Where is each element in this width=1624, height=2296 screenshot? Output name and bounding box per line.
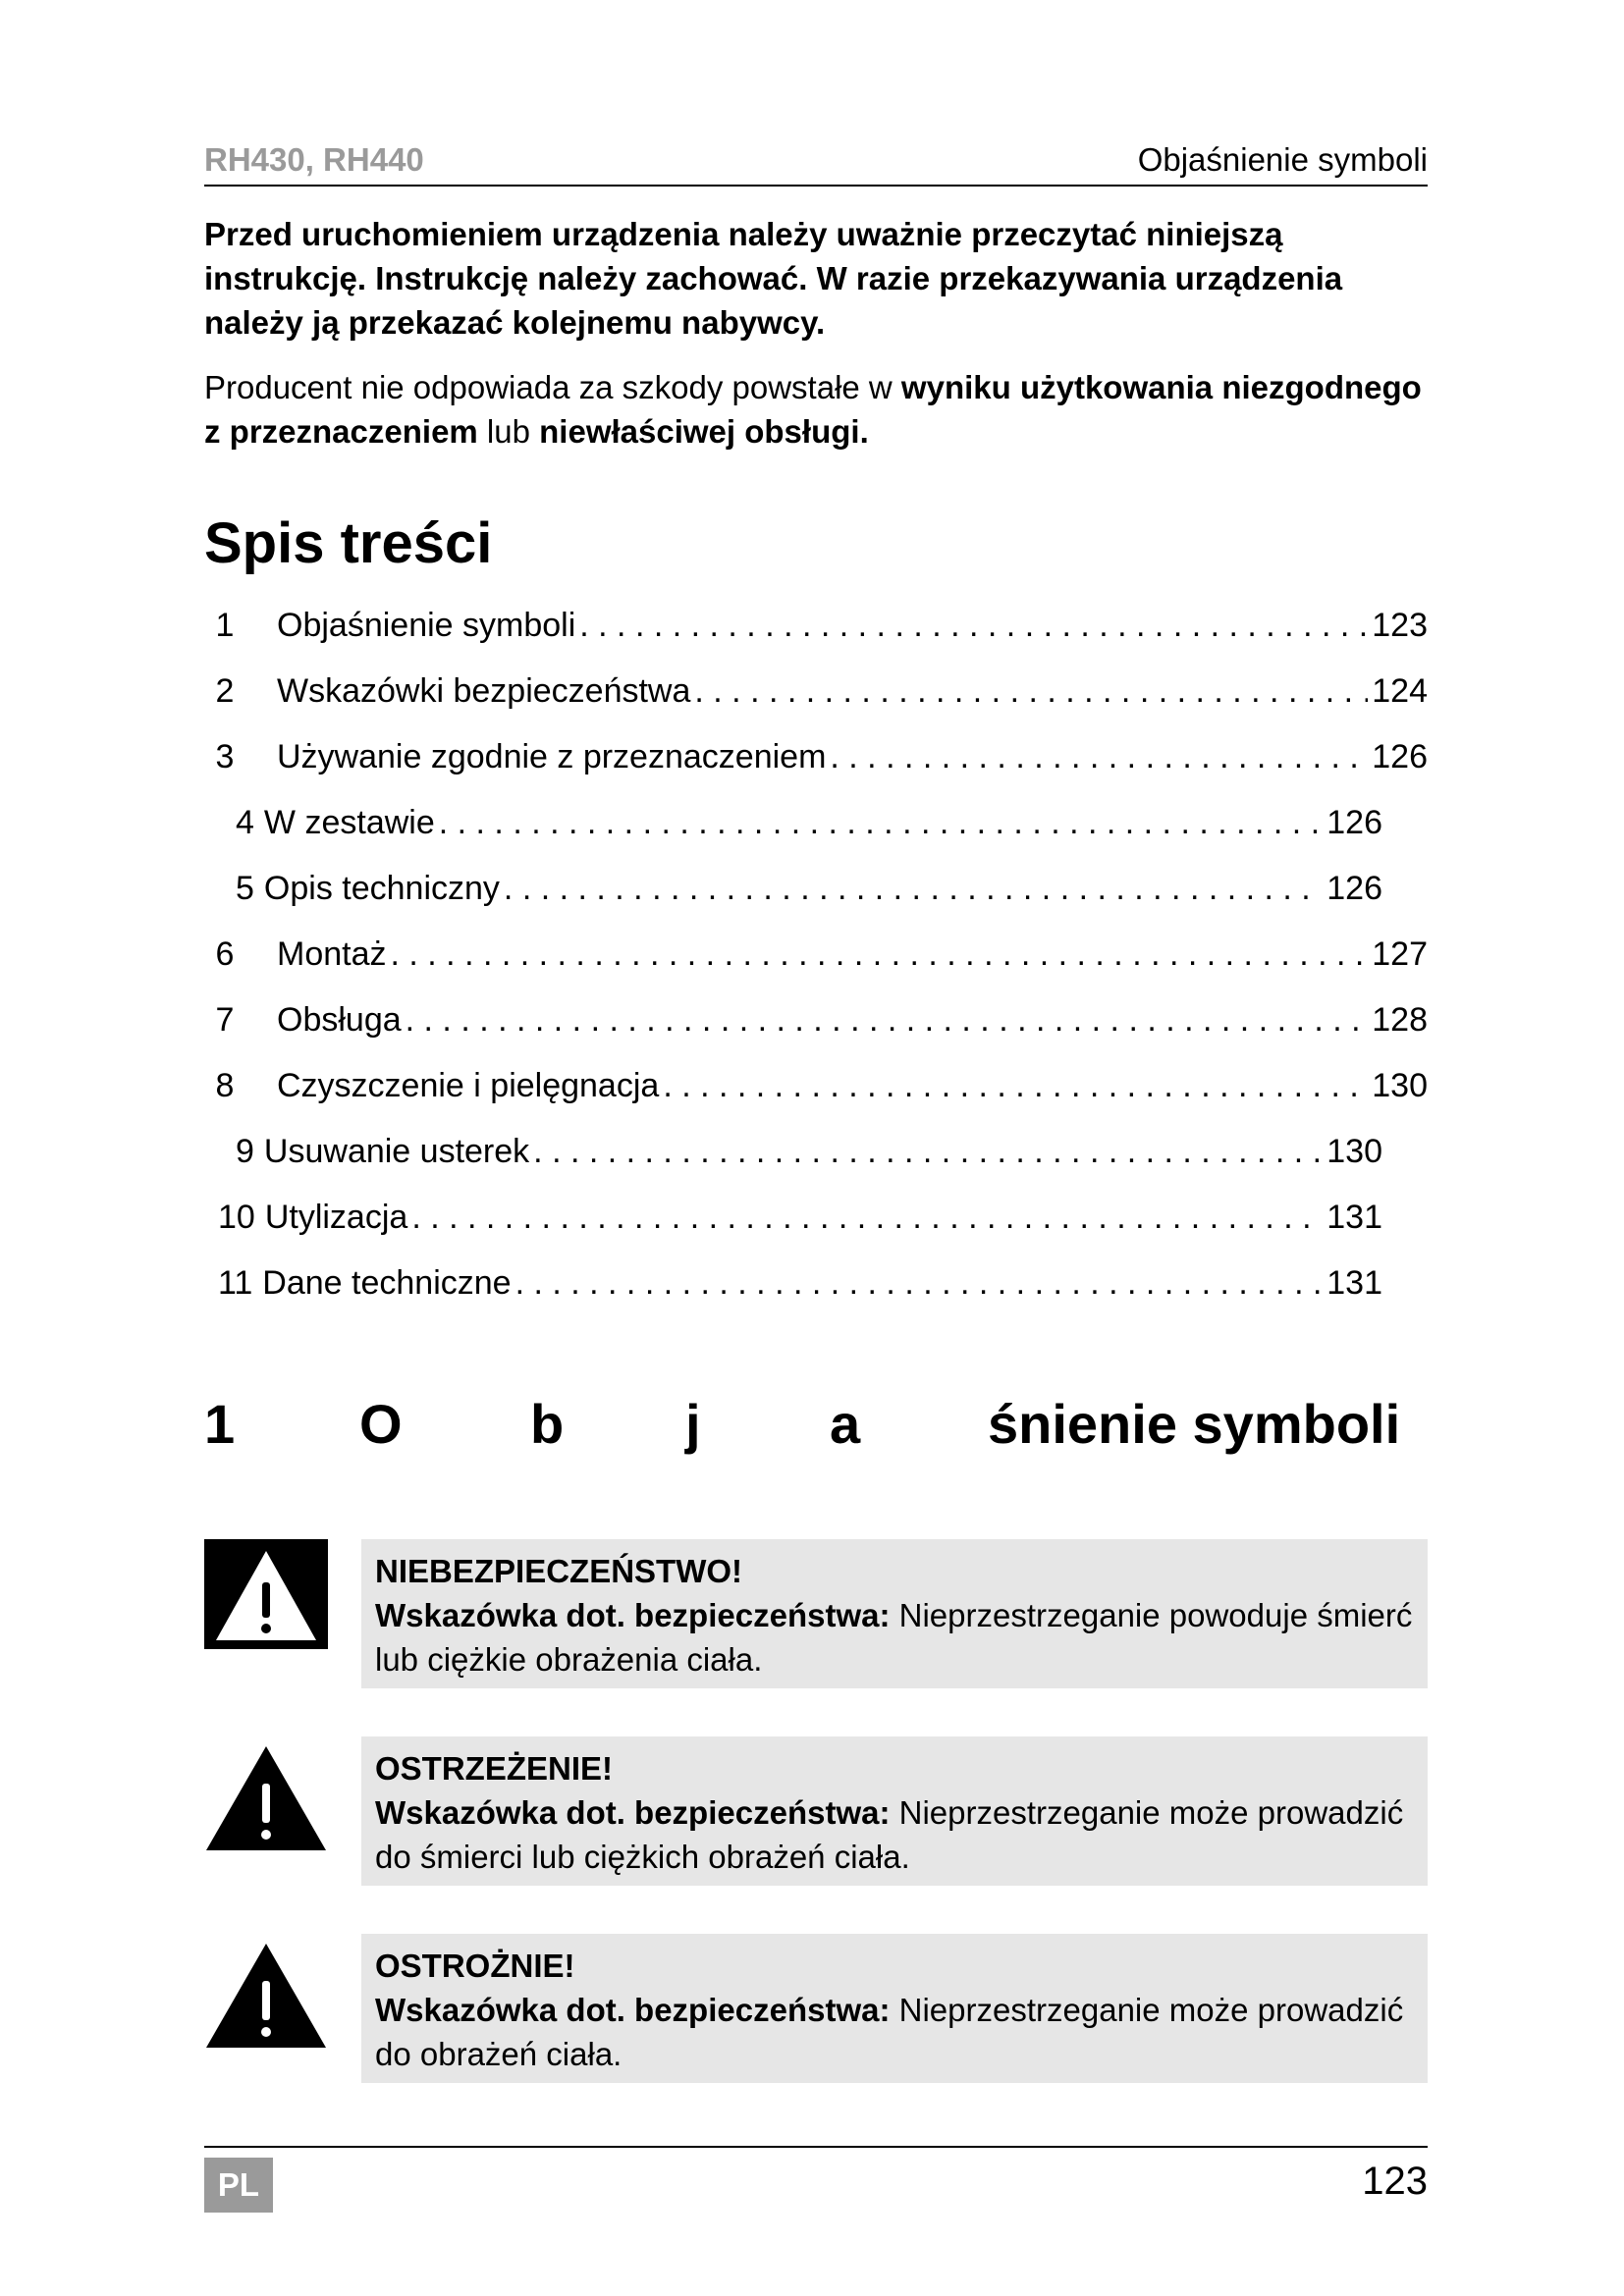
toc-entry-title: W zestawie: [263, 804, 435, 841]
toc-leader-dots: [830, 732, 1368, 781]
toc-entry[interactable]: [236, 798, 1382, 847]
toc-entry-title: Obsługa: [277, 1001, 402, 1039]
model-name: RH430, RH440: [204, 141, 424, 178]
toc-entry-page: 126: [1326, 870, 1382, 907]
note-lead: Wskazówka dot. bezpieczeństwa:: [375, 1597, 891, 1633]
toc-leader-dots: [533, 1127, 1323, 1176]
note-text: Nieprzestrzeganie powoduje śmierć lub ciężkie obrażenia ciała.: [375, 1597, 1413, 1678]
heading-part-j: j: [685, 1393, 701, 1455]
note-label: OSTRZEŻENIE!: [375, 1750, 614, 1787]
page-footer: [204, 2146, 1428, 2207]
toc-entry-number: 4: [236, 804, 254, 841]
toc-entry-title: Objaśnienie symboli: [277, 607, 576, 644]
page-header: [204, 135, 1428, 187]
toc-leader-dots: [391, 930, 1369, 979]
toc-leader-dots: [579, 601, 1368, 650]
danger-note-box: [361, 1539, 1428, 1688]
toc-entry-title: Czyszczenie i pielęgnacja: [277, 1067, 660, 1104]
toc-entry-number: 8: [215, 1067, 235, 1104]
note-lead: Wskazówka dot. bezpieczeństwa:: [375, 1992, 891, 2028]
note-label: OSTROŻNIE!: [375, 1948, 575, 1984]
caution-note: [204, 1934, 1428, 2083]
disclaimer-bold2: niewłaściwej obsługi.: [539, 413, 869, 450]
toc-leader-dots: [406, 995, 1369, 1044]
toc-entry-number: 6: [215, 935, 235, 973]
intro-notice: Przed uruchomieniem urządzenia należy uważnie przeczytać niniejszą instrukcję. Instrukcję należy zachować. W razie przekazywania urządzenia należy ją przekazać kolejnemu nabywcy.: [204, 216, 1343, 341]
toc-leader-dots: [663, 1061, 1368, 1110]
toc-entry[interactable]: [204, 732, 1428, 781]
toc-entry-page: 128: [1372, 1001, 1428, 1039]
heading-part-o: O: [359, 1393, 403, 1455]
danger-warning-icon: [204, 1539, 328, 1649]
disclaimer-bold1: wyniku użytkowania niezgodnego z przeznaczeniem: [204, 369, 1422, 450]
toc-entry-page: 131: [1326, 1199, 1382, 1236]
toc-entry[interactable]: [204, 995, 1428, 1044]
header-section-title: Objaśnienie symboli: [1137, 141, 1428, 178]
toc-entry-title: Utylizacja: [264, 1199, 408, 1236]
toc-entry-page: 130: [1372, 1067, 1428, 1104]
heading-part-a: a: [830, 1393, 861, 1455]
toc-entry-title: Wskazówki bezpieczeństwa: [277, 672, 691, 710]
toc-entry[interactable]: [218, 1193, 1382, 1242]
toc-entry-number: 1: [215, 607, 235, 644]
toc-leader-dots: [694, 667, 1368, 716]
toc-entry-page: 130: [1326, 1133, 1382, 1170]
toc-entry-title: Dane techniczne: [262, 1264, 512, 1302]
toc-entry[interactable]: [218, 1258, 1382, 1308]
toc-entry-number: 11: [218, 1264, 253, 1302]
toc-title: Spis treści: [204, 511, 493, 575]
caution-triangle-icon: [204, 1942, 328, 2052]
toc-entry-title: Montaż: [277, 935, 387, 973]
toc-leader-dots: [515, 1258, 1324, 1308]
caution-note-box: [361, 1934, 1428, 2083]
toc-entry-page: 123: [1372, 607, 1428, 644]
heading-part-number: 1: [204, 1393, 236, 1455]
toc-leader-dots: [411, 1193, 1323, 1242]
toc-entry-number: 9: [236, 1133, 254, 1170]
toc-entry[interactable]: [204, 930, 1428, 979]
toc-entry[interactable]: [236, 1127, 1382, 1176]
note-text: Nieprzestrzeganie może prowadzić do obrażeń ciała.: [375, 1992, 1404, 2072]
note-text: Nieprzestrzeganie może prowadzić do śmierci lub ciężkich obrażeń ciała.: [375, 1794, 1404, 1875]
note-lead: Wskazówka dot. bezpieczeństwa:: [375, 1794, 891, 1831]
toc-entry-title: Opis techniczny: [263, 870, 500, 907]
section-1-heading: [204, 1392, 1428, 1461]
disclaimer-part2: lub: [477, 413, 540, 450]
danger-note: [204, 1539, 1428, 1688]
toc-entry-title: Używanie zgodnie z przeznaczeniem: [277, 738, 827, 775]
page-number: 123: [1362, 2160, 1428, 2203]
toc-entry[interactable]: [204, 601, 1428, 650]
toc-entry-number: 3: [215, 738, 235, 775]
toc-leader-dots: [439, 798, 1324, 847]
toc-entry-title: Usuwanie usterek: [263, 1133, 530, 1170]
toc-entry[interactable]: [204, 667, 1428, 716]
liability-disclaimer: [204, 365, 1428, 454]
warning-note: [204, 1736, 1428, 1886]
toc-entry-number: 10: [218, 1199, 255, 1236]
heading-part-rest: śnienie symboli: [988, 1393, 1401, 1455]
toc-leader-dots: [504, 864, 1323, 913]
toc-entry-page: 127: [1372, 935, 1428, 973]
warning-note-box: [361, 1736, 1428, 1886]
toc-entry-page: 131: [1326, 1264, 1382, 1302]
toc-entry-number: 7: [215, 1001, 235, 1039]
toc-entry-page: 124: [1372, 672, 1428, 710]
note-label: NIEBEZPIECZEŃSTWO!: [375, 1553, 743, 1589]
heading-part-b: b: [530, 1393, 565, 1455]
toc-entry[interactable]: [236, 864, 1382, 913]
warning-triangle-icon: [204, 1744, 328, 1854]
language-badge: PL: [204, 2158, 273, 2213]
toc-entry-number: 5: [236, 870, 254, 907]
toc-entry[interactable]: [204, 1061, 1428, 1110]
disclaimer-part1: Producent nie odpowiada za szkody powstałe w: [204, 369, 901, 405]
toc-entry-number: 2: [215, 672, 235, 710]
toc-entry-page: 126: [1326, 804, 1382, 841]
toc-entry-page: 126: [1372, 738, 1428, 775]
